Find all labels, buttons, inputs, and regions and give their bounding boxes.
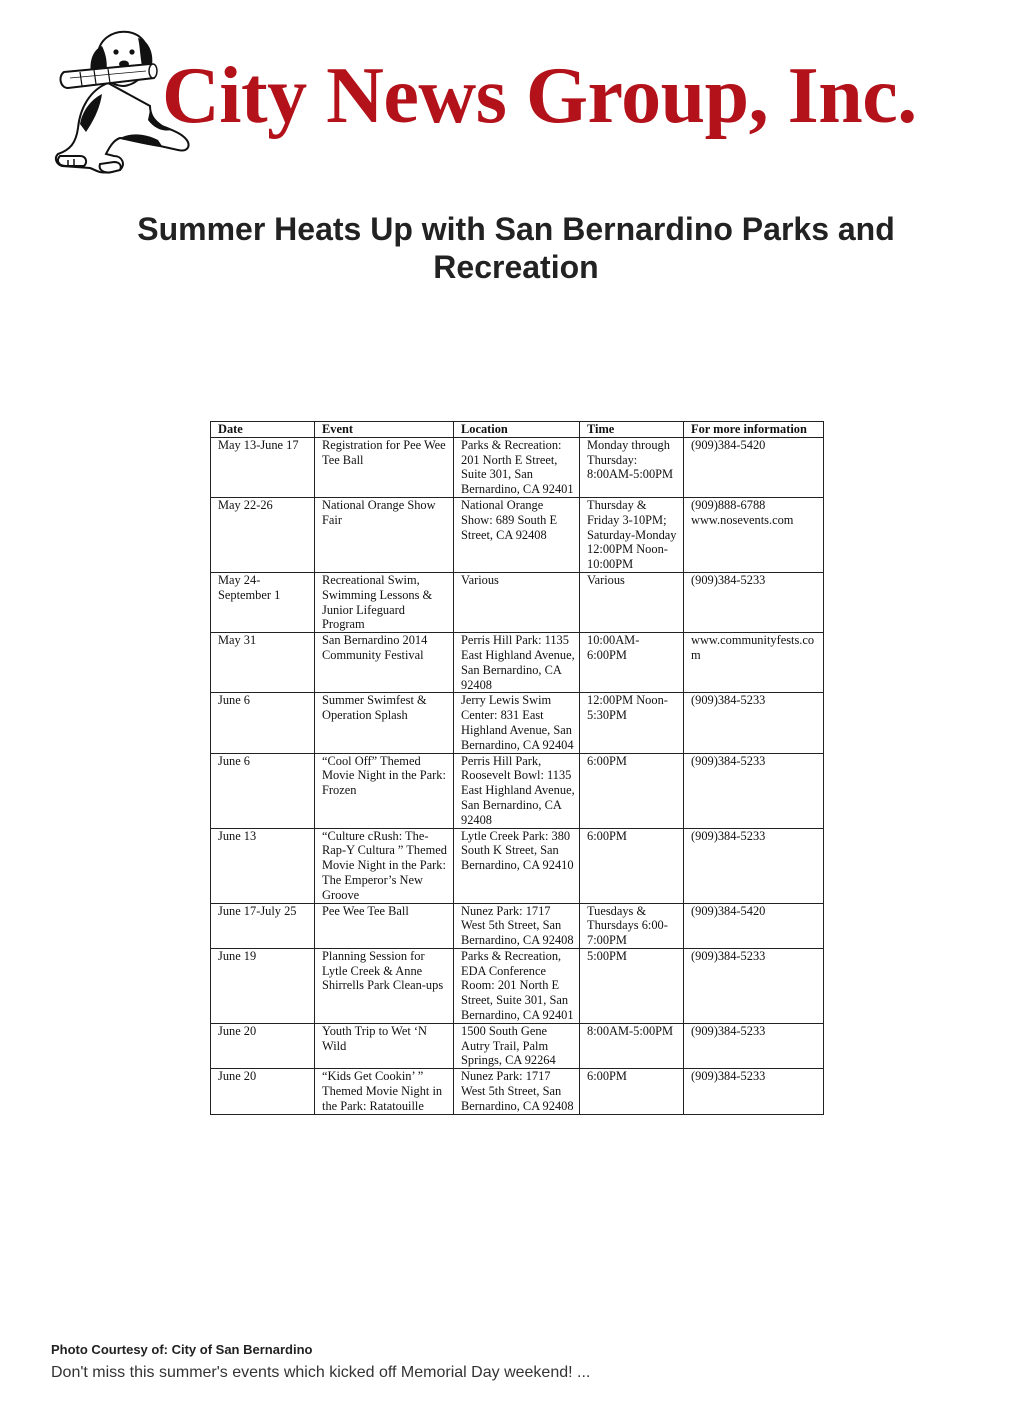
column-header-time: Time	[580, 422, 684, 438]
event-cell: Youth Trip to Wet ‘N Wild	[315, 1023, 454, 1068]
location-cell: Nunez Park: 1717 West 5th Street, San Bernardino, CA 92408	[454, 903, 580, 948]
event-cell: Pee Wee Tee Ball	[315, 903, 454, 948]
time-cell: Thursday & Friday 3-10PM; Saturday-Monday 12:00PM Noon-10:00PM	[580, 497, 684, 572]
table-header-row	[211, 422, 824, 438]
brand-name: City News Group, Inc.	[162, 52, 917, 140]
masthead	[50, 28, 980, 178]
column-header-info: For more information	[684, 422, 824, 438]
location-cell: Jerry Lewis Swim Center: 831 East Highland Avenue, San Bernardino, CA 92404	[454, 693, 580, 753]
info-cell: (909)384-5420	[684, 437, 824, 497]
info-cell: (909)384-5233	[684, 828, 824, 903]
table-row	[211, 753, 824, 828]
date-cell: June 17-July 25	[211, 903, 315, 948]
event-cell: Planning Session for Lytle Creek & Anne Shirrells Park Clean-ups	[315, 948, 454, 1023]
info-cell: (909)384-5233	[684, 572, 824, 632]
time-cell: 6:00PM	[580, 1069, 684, 1114]
event-cell: Registration for Pee Wee Tee Ball	[315, 437, 454, 497]
event-cell: Summer Swimfest & Operation Splash	[315, 693, 454, 753]
event-cell: “Culture cRush: The-Rap-Y Cultura ” Themed Movie Night in the Park: The Emperor’s New Groove	[315, 828, 454, 903]
table-row	[211, 633, 824, 693]
table-row	[211, 572, 824, 632]
info-cell: (909)384-5420	[684, 903, 824, 948]
time-cell: 6:00PM	[580, 828, 684, 903]
location-cell: Parks & Recreation, EDA Conference Room: 201 North E Street, Suite 301, San Bernardino, CA 92401	[454, 948, 580, 1023]
date-cell: May 24-September 1	[211, 572, 315, 632]
location-cell: Parks & Recreation: 201 North E Street, Suite 301, San Bernardino, CA 92401	[454, 437, 580, 497]
time-cell: 10:00AM-6:00PM	[580, 633, 684, 693]
info-cell: (909)888-6788 www.nosevents.com	[684, 497, 824, 572]
event-cell: “Kids Get Cookin’ ” Themed Movie Night in the Park: Ratatouille	[315, 1069, 454, 1114]
column-header-event: Event	[315, 422, 454, 438]
date-cell: May 31	[211, 633, 315, 693]
location-cell: Lytle Creek Park: 380 South K Street, San Bernardino, CA 92410	[454, 828, 580, 903]
info-cell: (909)384-5233	[684, 1023, 824, 1068]
table-row	[211, 497, 824, 572]
location-cell: Nunez Park: 1717 West 5th Street, San Bernardino, CA 92408	[454, 1069, 580, 1114]
time-cell: 8:00AM-5:00PM	[580, 1023, 684, 1068]
info-cell: www.communityfests.com	[684, 633, 824, 693]
time-cell: 6:00PM	[580, 753, 684, 828]
table-row	[211, 948, 824, 1023]
event-cell: “Cool Off” Themed Movie Night in the Park: Frozen	[315, 753, 454, 828]
info-cell: (909)384-5233	[684, 948, 824, 1023]
time-cell: 5:00PM	[580, 948, 684, 1023]
events-table	[210, 421, 824, 1115]
location-cell: Perris Hill Park: 1135 East Highland Avenue, San Bernardino, CA 92408	[454, 633, 580, 693]
location-cell: Perris Hill Park, Roosevelt Bowl: 1135 East Highland Avenue, San Bernardino, CA 92408	[454, 753, 580, 828]
article-teaser: Don't miss this summer's events which kicked off Memorial Day weekend! ...	[51, 1364, 591, 1381]
table-row	[211, 828, 824, 903]
location-cell: Various	[454, 572, 580, 632]
date-cell: June 19	[211, 948, 315, 1023]
time-cell: Various	[580, 572, 684, 632]
table-row	[211, 903, 824, 948]
date-cell: May 13-June 17	[211, 437, 315, 497]
time-cell: Monday through Thursday: 8:00AM-5:00PM	[580, 437, 684, 497]
event-cell: San Bernardino 2014 Community Festival	[315, 633, 454, 693]
date-cell: June 6	[211, 753, 315, 828]
article-title: Summer Heats Up with San Bernardino Parks and Recreation	[137, 211, 895, 285]
info-cell: (909)384-5233	[684, 693, 824, 753]
column-header-date: Date	[211, 422, 315, 438]
location-cell: National Orange Show: 689 South E Street, CA 92408	[454, 497, 580, 572]
date-cell: June 13	[211, 828, 315, 903]
date-cell: June 6	[211, 693, 315, 753]
date-cell: May 22-26	[211, 497, 315, 572]
photo-credit: Photo Courtesy of: City of San Bernardino	[51, 1342, 313, 1357]
time-cell: 12:00PM Noon-5:30PM	[580, 693, 684, 753]
column-header-location: Location	[454, 422, 580, 438]
info-cell: (909)384-5233	[684, 1069, 824, 1114]
event-cell: National Orange Show Fair	[315, 497, 454, 572]
date-cell: June 20	[211, 1023, 315, 1068]
table-row	[211, 1069, 824, 1114]
date-cell: June 20	[211, 1069, 315, 1114]
time-cell: Tuesdays & Thursdays 6:00-7:00PM	[580, 903, 684, 948]
table-row	[211, 437, 824, 497]
table-row	[211, 1023, 824, 1068]
event-cell: Recreational Swim, Swimming Lessons & Junior Lifeguard Program	[315, 572, 454, 632]
location-cell: 1500 South Gene Autry Trail, Palm Springs, CA 92264	[454, 1023, 580, 1068]
info-cell: (909)384-5233	[684, 753, 824, 828]
table-row	[211, 693, 824, 753]
